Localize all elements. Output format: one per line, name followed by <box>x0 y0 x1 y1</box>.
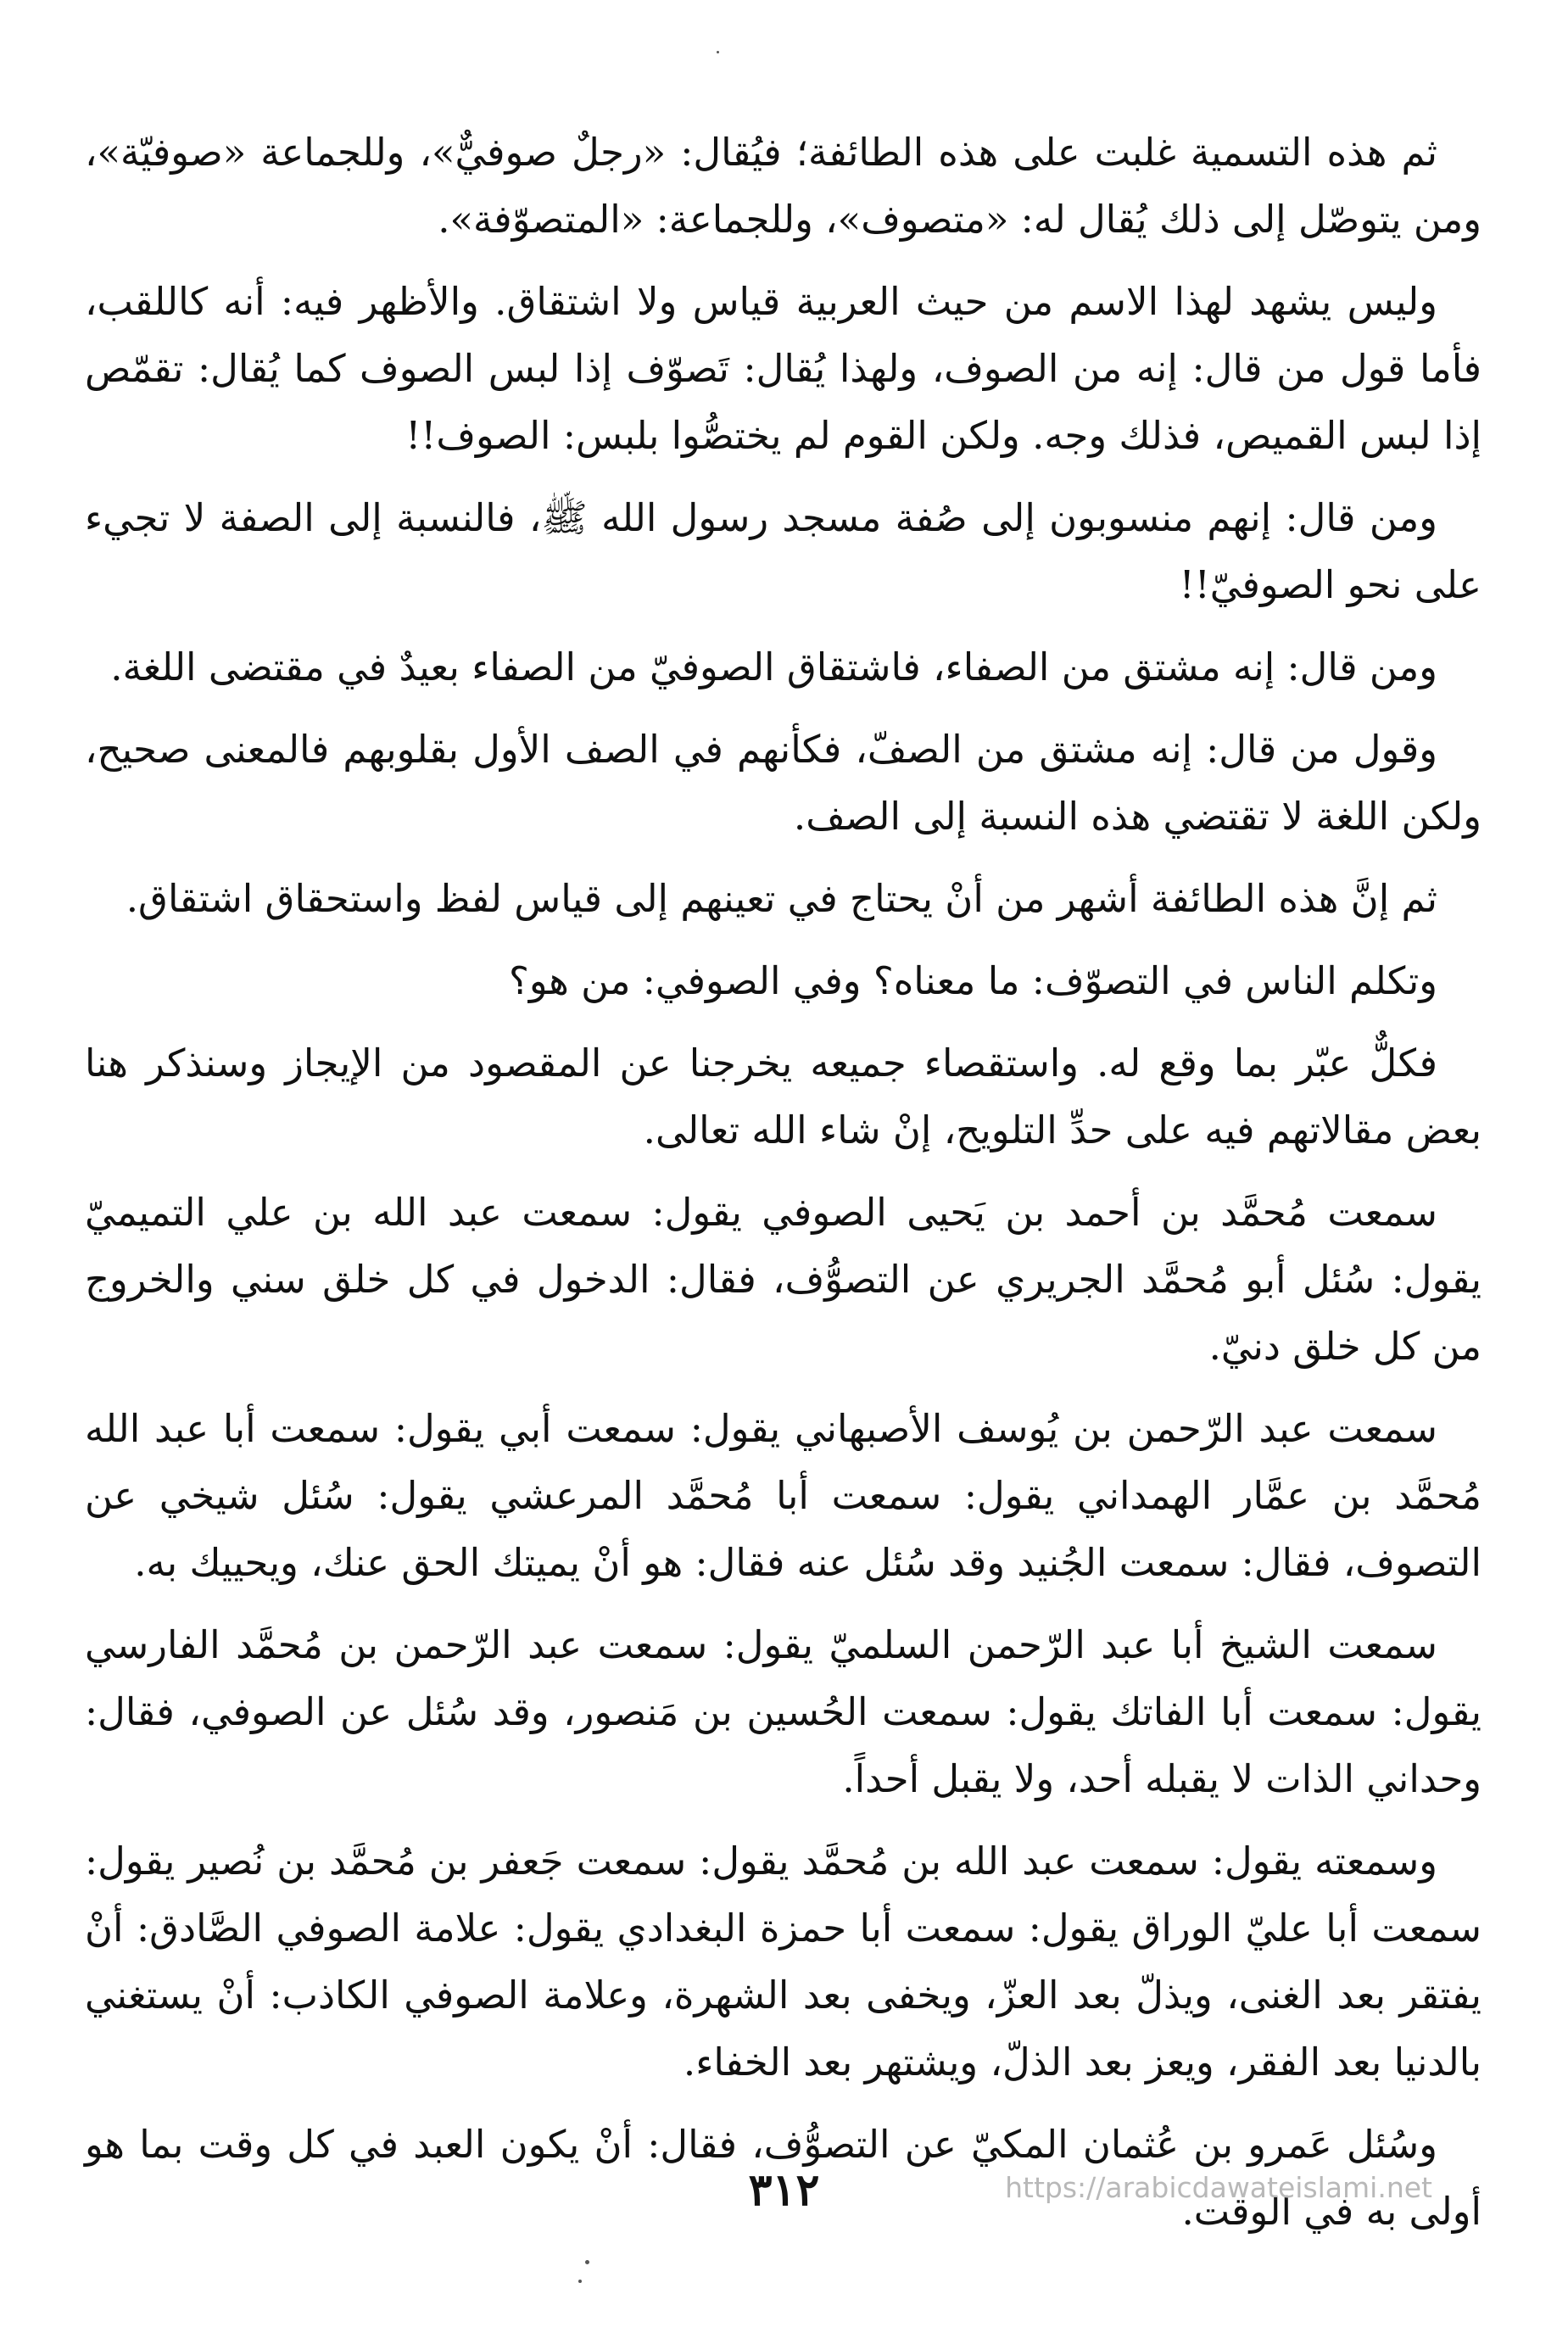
paragraph: ثم إنَّ هذه الطائفة أشهر من أنْ يحتاج في تعينهم إلى قياس لفظ واستحقاق اشتقاق. <box>126 876 1437 921</box>
paragraph: سمعت مُحمَّد بن أحمد بن يَحيى الصوفي يقول: سمعت عبد الله بن علي التميميّ يقول: سُئل أبو مُحمَّد الجريري عن التصوُّف، فقال: الدخول في كل خلق سني والخروج من كل خلق دنيّ. <box>85 1190 1482 1369</box>
paragraph: ومن قال: إنهم منسوبون إلى صُفة مسجد رسول الله ﷺ، فالنسبة إلى الصفة لا تجيء على نحو الصوفيّ!! <box>85 495 1482 607</box>
paragraph: وسمعته يقول: سمعت عبد الله بن مُحمَّد يقول: سمعت جَعفر بن مُحمَّد بن نُصير يقول: سمعت أبا عليّ الوراق يقول: سمعت أبا حمزة البغدادي يقول: علامة الصوفي الصَّادق: أنْ يفتقر بعد الغنى، ويذلّ بعد العزّ، ويخفى بعد الشهرة، وعلامة الصوفي الكاذب: أنْ يستغني بالدنيا بعد الفقر، ويعز بعد الذلّ، ويشتهر بعد الخفاء. <box>85 1839 1482 2085</box>
watermark-url: https://arabicdawateislami.net <box>1005 2171 1432 2204</box>
paragraph: وسُئل عَمرو بن عُثمان المكيّ عن التصوُّف، فقال: أنْ يكون العبد في كل وقت بما هو أولى به في الوقت. <box>85 2122 1482 2234</box>
paragraph: ثم هذه التسمية غلبت على هذه الطائفة؛ فيُقال: «رجلٌ صوفيٌّ»، وللجماعة «صوفيّة»، ومن يتوصّل إلى ذلك يُقال له: «متصوف»، وللجماعة: «المتصوّفة». <box>85 130 1482 242</box>
scan-speck <box>585 2260 589 2264</box>
paragraph: فكلٌّ عبّر بما وقع له. واستقصاء جميعه يخرجنا عن المقصود من الإيجاز وسنذكر هنا بعض مقالاتهم فيه على حدِّ التلويح، إنْ شاء الله تعالى. <box>85 1041 1482 1153</box>
paragraph: سمعت الشيخ أبا عبد الرّحمن السلميّ يقول: سمعت عبد الرّحمن بن مُحمَّد الفارسي يقول: سمعت أبا الفاتك يقول: سمعت الحُسين بن مَنصور، وقد سُئل عن الصوفي، فقال: وحداني الذات لا يقبله أحد، ولا يقبل أحداً. <box>85 1622 1482 1801</box>
paragraph: وتكلم الناس في التصوّف: ما معناه؟ وفي الصوفي: من هو؟ <box>508 958 1437 1003</box>
paragraph: ومن قال: إنه مشتق من الصفاء، فاشتقاق الصوفيّ من الصفاء بعيدٌ في مقتضى اللغة. <box>110 645 1437 689</box>
paragraph: وليس يشهد لهذا الاسم من حيث العربية قياس ولا اشتقاق. والأظهر فيه: أنه كاللقب، فأما قول من قال: إنه من الصوف، ولهذا يُقال: تَصوّف إذا لبس الصوف كما يُقال: تقمّص إذا لبس القميص، فذلك وجه. ولكن القوم لم يختصُّوا بلبس: الصوف!! <box>85 279 1482 458</box>
paragraph: وقول من قال: إنه مشتق من الصفّ، فكأنهم في الصف الأول بقلوبهم فالمعنى صحيح، ولكن اللغة لا تقتضي هذه النسبة إلى الصف. <box>85 727 1482 839</box>
scan-speck <box>717 51 719 53</box>
page-number: ٣١٢ <box>748 2164 820 2216</box>
paragraph: سمعت عبد الرّحمن بن يُوسف الأصبهاني يقول: سمعت أبي يقول: سمعت أبا عبد الله مُحمَّد بن عمَّار الهمداني يقول: سمعت أبا مُحمَّد المرعشي يقول: سُئل شيخي عن التصوف، فقال: سمعت الجُنيد وقد سُئل عنه فقال: هو أنْ يميتك الحق عنك، ويحييك به. <box>85 1406 1482 1585</box>
scan-speck <box>578 2280 582 2283</box>
page-body <box>85 119 1482 2260</box>
